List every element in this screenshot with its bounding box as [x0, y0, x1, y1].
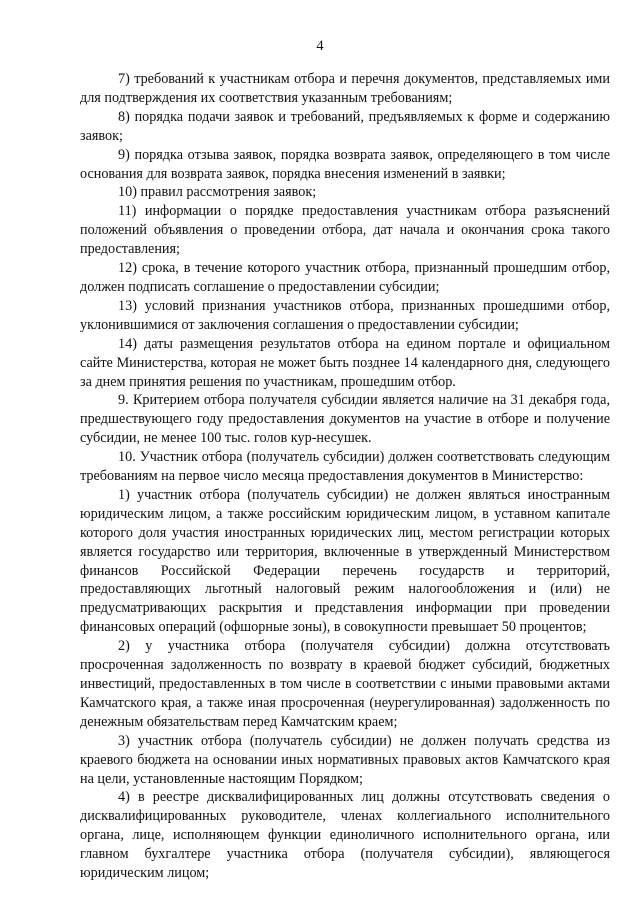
requirement-2-overdue-debt: 2) у участника отбора (получателя субсидии) должна отсутствовать просроченная задолженность по возврату в краевой бюджет субсидий, бюджетных инвестиций, предоставленных в том числе в соответствии с иными правовыми актами Камчатского края, а также иная просроченная (неурегулированная) задолженность по денежным обязательствам перед Камчатским краем;	[80, 638, 610, 730]
requirement-4-disqualified-persons: 4) в реестре дисквалифицированных лиц должны отсутствовать сведения о дисквалифицированных руководителе, членах коллегиального исполнительного органа, лице, исполняющем функции единоличного исполнительного органа, или главном бухгалтере участника отбора (получателя субсидии), являющегося юридическим лицом;	[80, 789, 610, 882]
paragraph-item-14: 14) даты размещения результатов отбора на едином портале и официальном сайте Министерства, которая не может быть позднее 14 календарного дня, следующего за днем принятия решения по участникам, прошедшим отбор.	[80, 335, 610, 390]
paragraph-item-11: 11) информации о порядке предоставления участникам отбора разъяснений положений объявления о проведении отбора, дат начала и окончания срока такого предоставления;	[80, 203, 610, 258]
clause-10-requirements-intro: 10. Участник отбора (получатель субсидии) должен соответствовать следующим требованиям на первое число месяца предоставления документов в Министерство:	[80, 449, 610, 485]
requirement-3-other-funding: 3) участник отбора (получатель субсидии) не должен получать средства из краевого бюджета на основании иных нормативных правовых актов Камчатского края на цели, установленные настоящим Порядком;	[80, 732, 610, 787]
page-number: 4	[316, 38, 324, 54]
document-body	[80, 70, 610, 883]
paragraph-item-7: 7) требований к участникам отбора и перечня документов, представляемых ими для подтверждения их соответствия указанным требованиям;	[80, 71, 610, 106]
paragraph-item-8: 8) порядка подачи заявок и требований, предъявляемых к форме и содержанию заявок;	[80, 108, 610, 144]
paragraph-item-12: 12) срока, в течение которого участник отбора, признанный прошедшим отбор, должен подписать соглашение о предоставлении субсидии;	[80, 260, 610, 295]
clause-9-selection-criterion: 9. Критерием отбора получателя субсидии является наличие на 31 декабря года, предшествующего году предоставления документов на участие в отборе и получение субсидии, не менее 100 тыс. голов кур-несушек.	[80, 392, 610, 447]
paragraph-item-10: 10) правил рассмотрения заявок;	[118, 184, 317, 201]
paragraph-item-9: 9) порядка отзыва заявок, порядка возврата заявок, определяющего в том числе основания для возврата заявок, порядка внесения изменений в заявки;	[80, 146, 610, 182]
requirement-1-foreign-entity: 1) участник отбора (получатель субсидии) не должен являться иностранным юридическим лицом, а также российским юридическим лицом, в уставном капитале которого доля участия иностранных юридических лиц, местом регистрации которых является государство или территория, включенные в утвержденный Министерством финансов Российской Федерации перечень государств и территорий, предоставляющих льготный налоговый режим налогообложения и (или) не предусматривающих раскрытия и представления информации при проведении финансовых операций (офшорные зоны), в совокупности превышает 50 процентов;	[80, 486, 610, 636]
paragraph-item-13: 13) условий признания участников отбора, признанных прошедшими отбор, уклонившимися от заключения соглашения о предоставлении субсидии;	[80, 297, 610, 333]
